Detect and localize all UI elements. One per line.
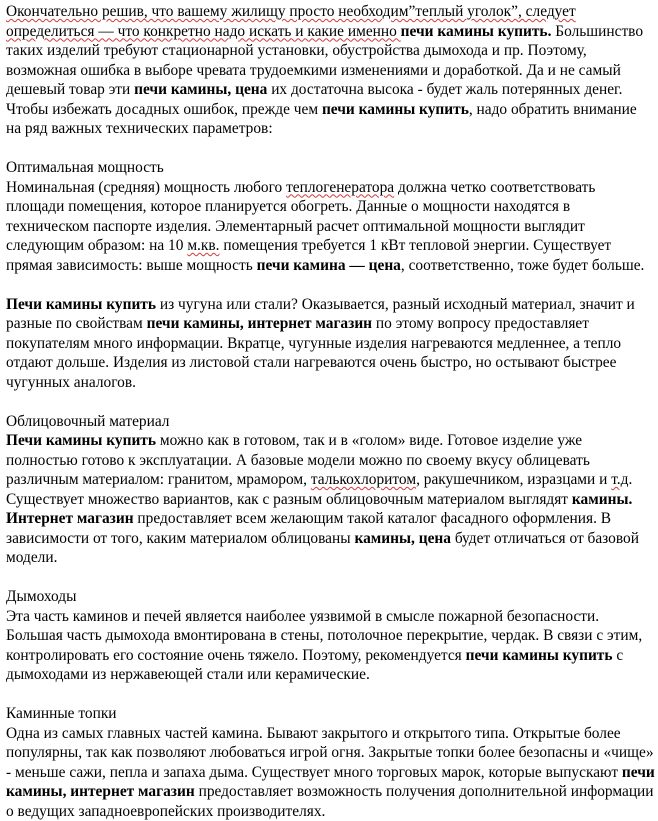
body-paragraph xyxy=(6,607,655,685)
text-run: предоставляет всем желающим такой каталог фасадного оформления. В зависимости от того, каким материалом облицованы xyxy=(6,510,611,547)
text-run: с дымоходами из нержавеющей стали или керамические. xyxy=(6,647,623,684)
body-paragraph xyxy=(6,724,655,821)
spellcheck-flagged-text: теплогенератора xyxy=(286,179,394,196)
document-section xyxy=(6,2,655,139)
text-run: помещения требуется 1 кВт тепловой энергии. Существует прямая зависимость: выше мощность xyxy=(6,237,611,274)
document-section xyxy=(6,139,655,276)
keyword-phrase: печи камины, цена xyxy=(134,81,267,98)
text-run: Большинство таких изделий требуют стационарной установки, обустройства дымохода и пр. Поэтому, возможная ошибка в выборе чревата трудоемкими изменениями и доработкой. Да и не самый дешевый товар эти xyxy=(6,23,643,99)
paragraph-spacer xyxy=(6,275,655,295)
document-section xyxy=(6,275,655,392)
text-run: , надо обратить внимание на ряд важных технических параметров: xyxy=(6,101,637,138)
text-run: из чугуна или стали? xyxy=(156,296,298,313)
keyword-phrase: печи камина — цена xyxy=(257,257,401,274)
section-heading: Каминные топки xyxy=(6,704,655,724)
text-run: можно как в готовом, так и в «голом» виде. Готовое изделие уже полностью готово к эксплуатации. А базовые модели можно по своему вкусу облицевать различным материалом: гранитом, мрамором, xyxy=(6,432,590,488)
section-heading: Дымоходы xyxy=(6,587,655,607)
keyword-phrase: печи камины купить xyxy=(322,101,469,118)
body-paragraph xyxy=(6,2,655,139)
text-run: по этому вопросу предоставляет покупателям много информации. Вкратце, чугунные изделия нагреваются медленнее, а тепло отдают дольше. Изделия из листовой стали нагреваются очень быстро, но остывают быстрее чугунных аналогов. xyxy=(6,315,621,391)
text-run: Номинальная (средняя) мощность любого xyxy=(6,179,286,196)
paragraph-spacer xyxy=(6,139,655,159)
body-paragraph xyxy=(6,431,655,568)
text-run: Эта часть каминов и печей является наиболее уязвимой в смысле пожарной безопасности. Большая часть дымохода вмонтирована в стены, потолочное перекрытие, чердак. В связи с этим, контролировать его состояние очень тяжело. Поэтому, рекомендуется xyxy=(6,608,642,664)
spellcheck-flagged-text: м.кв. xyxy=(187,237,219,254)
section-heading: Оптимальная мощность xyxy=(6,158,655,178)
text-run: предоставляет возможность получения дополнительной информации о ведущих западноевропейских производителях. xyxy=(6,783,654,820)
text-run: . Существует множество вариантов, как с разным облицовочным материалом выглядят xyxy=(6,471,632,508)
keyword-phrase: печи камины купить. xyxy=(401,23,552,40)
paragraph-spacer xyxy=(6,568,655,588)
text-run: , ракушечником, изразцами и xyxy=(416,471,611,488)
body-paragraph xyxy=(6,178,655,276)
keyword-phrase: Печи камины купить xyxy=(6,432,156,449)
document-section xyxy=(6,685,655,821)
keyword-phrase: печи камины купить xyxy=(466,647,613,664)
spellcheck-flagged-text: Окончательно решив, что вашему жилищу просто необходим”теплый уголок”, следует определиться — что конкретно надо искать и какие именно xyxy=(6,3,576,40)
text-run: должна четко соответствовать площади помещения, которое планируется обогреть. Данные о мощности находятся в техническом паспорте изделия. Элементарный расчет оптимальной мощности выглядит следующим образом: на 10 xyxy=(6,179,595,255)
body-paragraph xyxy=(6,295,655,393)
spellcheck-flagged-text: талькохлоритом xyxy=(311,471,416,488)
paragraph-spacer xyxy=(6,392,655,412)
text-run: Одна из самых главных частей камина. Бывают закрытого и открытого типа. Открытые более популярны, так как позволяют любоваться игрой огня. Закрытые топки более безопасны и «чище» - меньше сажи, пепла и запаха дыма. Существует много торговых марок, которые выпускают xyxy=(6,725,654,781)
spellcheck-flagged-text: т.д xyxy=(611,471,628,488)
keyword-phrase: камины, цена xyxy=(354,530,451,547)
keyword-phrase: печи камины, интернет магазин xyxy=(6,764,655,801)
paragraph-spacer xyxy=(6,685,655,705)
keyword-phrase: камины. Интернет магазин xyxy=(6,491,632,528)
document-section xyxy=(6,392,655,568)
text-run: Оказывается, разный исходный материал, значит и разные по свойствам xyxy=(6,296,635,333)
text-run: будет отличаться от базовой модели. xyxy=(6,530,639,567)
keyword-phrase: печи камины, интернет магазин xyxy=(147,315,372,332)
section-heading: Облицовочный материал xyxy=(6,412,655,432)
text-run: их достаточна высока - будет жаль потерянных денег. Чтобы избежать досадных ошибок, прежде чем xyxy=(6,81,622,118)
document-section xyxy=(6,568,655,685)
keyword-phrase: Печи камины купить xyxy=(6,296,156,313)
text-run: , соответственно, тоже будет больше. xyxy=(401,257,645,274)
